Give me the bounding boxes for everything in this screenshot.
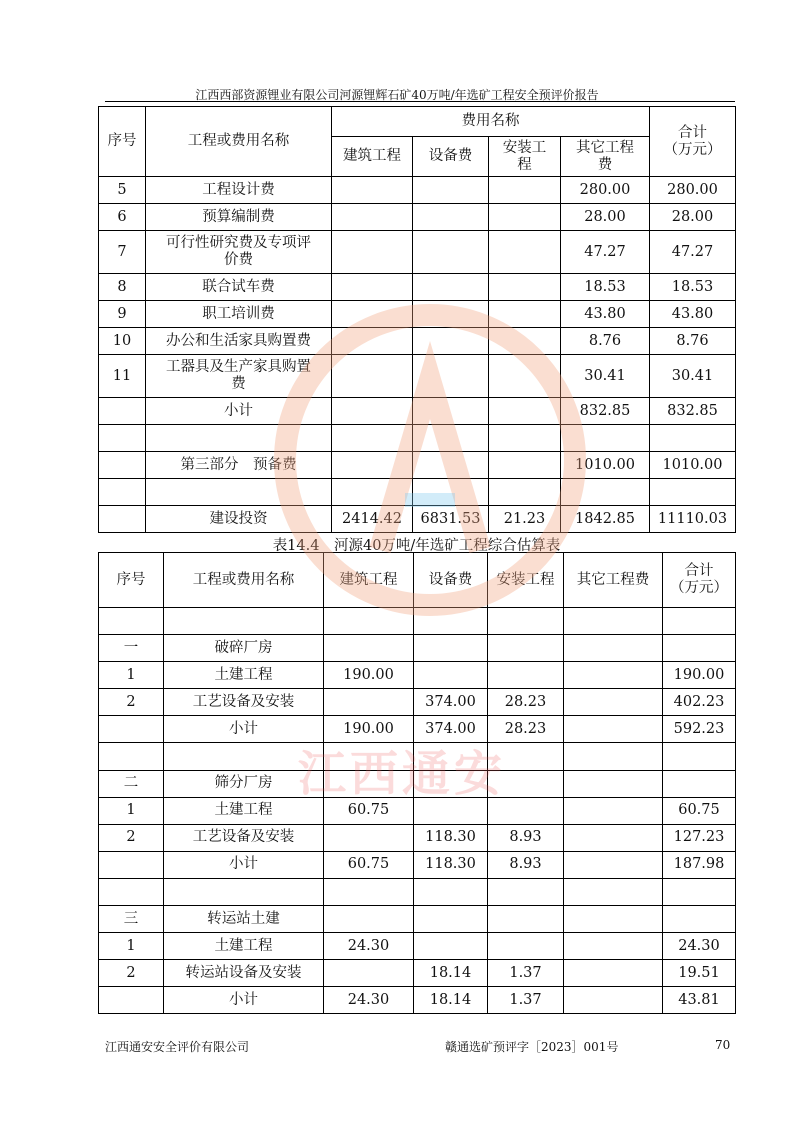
cell-name <box>146 479 332 506</box>
cell-other <box>564 987 663 1014</box>
cell-seq: 2 <box>99 689 164 716</box>
cell-seq: 8 <box>99 274 146 301</box>
cell-equip <box>414 797 488 824</box>
cell-seq <box>99 506 146 533</box>
table-row <box>99 716 736 743</box>
footer-page-number: 70 <box>715 1038 731 1052</box>
table-row <box>99 479 736 506</box>
cell-name: 破碎厂房 <box>164 635 324 662</box>
col-group-header: 费用名称 <box>332 107 650 137</box>
table-row <box>99 274 736 301</box>
cell-equip: 374.00 <box>414 689 488 716</box>
cell-other: 1010.00 <box>561 452 650 479</box>
watermark-text: 江西通安 <box>298 746 507 802</box>
cell-total: 190.00 <box>663 662 736 689</box>
cell-name <box>146 425 332 452</box>
cell-seq: 二 <box>99 770 164 797</box>
table-row <box>99 906 736 933</box>
cell-seq: 1 <box>99 662 164 689</box>
table-row <box>99 635 736 662</box>
cell-seq: 10 <box>99 328 146 355</box>
cell-total: 8.76 <box>650 328 736 355</box>
cell-install <box>489 452 561 479</box>
cell-build <box>332 177 413 204</box>
cell-install: 28.23 <box>488 716 564 743</box>
cell-seq <box>99 851 164 878</box>
table-row <box>99 355 736 398</box>
cell-seq: 1 <box>99 933 164 960</box>
cell-seq <box>99 716 164 743</box>
cell-build <box>324 608 414 635</box>
col-other-header: 其它工程费 <box>564 553 663 608</box>
cell-equip <box>413 328 489 355</box>
cell-other: 1842.85 <box>561 506 650 533</box>
table-row <box>99 231 736 274</box>
cell-total <box>650 425 736 452</box>
cell-build <box>332 328 413 355</box>
cell-build: 190.00 <box>324 716 414 743</box>
table-row <box>99 960 736 987</box>
cell-seq <box>99 743 164 770</box>
cell-build: 60.75 <box>324 851 414 878</box>
cell-build: 24.30 <box>324 987 414 1014</box>
col-equip-header: 设备费 <box>413 137 489 177</box>
col-equip-header: 设备费 <box>414 553 488 608</box>
cell-total <box>650 479 736 506</box>
cell-equip <box>414 662 488 689</box>
cell-build <box>324 743 414 770</box>
cell-other <box>564 851 663 878</box>
footer-company: 江西通安安全评价有限公司 <box>105 1040 250 1054</box>
cell-seq: 2 <box>99 960 164 987</box>
cell-other: 280.00 <box>561 177 650 204</box>
cell-name: 建设投资 <box>146 506 332 533</box>
cell-seq: 11 <box>99 355 146 398</box>
cell-other: 30.41 <box>561 355 650 398</box>
cell-other <box>564 635 663 662</box>
cell-other <box>564 878 663 905</box>
col-total-header: 合计 （万元） <box>663 553 736 608</box>
cell-install <box>489 328 561 355</box>
col-total-header: 合计 （万元） <box>650 107 736 177</box>
cost-table-continued <box>98 106 736 533</box>
cell-name: 职工培训费 <box>146 301 332 328</box>
cell-seq: 2 <box>99 824 164 851</box>
cell-build <box>324 824 414 851</box>
cell-other <box>564 797 663 824</box>
cell-equip <box>414 743 488 770</box>
cell-equip <box>414 878 488 905</box>
cell-build: 2414.42 <box>332 506 413 533</box>
cell-install <box>489 479 561 506</box>
table-row <box>99 824 736 851</box>
cell-name: 工器具及生产家具购置 费 <box>146 355 332 398</box>
cell-install <box>489 398 561 425</box>
cell-name: 第三部分 预备费 <box>146 452 332 479</box>
cell-build <box>332 452 413 479</box>
cell-equip <box>413 204 489 231</box>
col-name-header: 工程或费用名称 <box>164 553 324 608</box>
table-row <box>99 301 736 328</box>
cell-total: 43.81 <box>663 987 736 1014</box>
cell-total <box>663 608 736 635</box>
table-row <box>99 328 736 355</box>
cell-equip: 374.00 <box>414 716 488 743</box>
table-row <box>99 662 736 689</box>
cell-build <box>324 906 414 933</box>
table-row <box>99 177 736 204</box>
cell-total: 1010.00 <box>650 452 736 479</box>
cell-other <box>564 770 663 797</box>
cell-name: 工程设计费 <box>146 177 332 204</box>
cell-install: 1.37 <box>488 987 564 1014</box>
cell-seq <box>99 878 164 905</box>
cell-total: 24.30 <box>663 933 736 960</box>
cell-other <box>564 716 663 743</box>
cell-install <box>488 635 564 662</box>
cell-install <box>489 301 561 328</box>
table-row <box>99 878 736 905</box>
cell-seq <box>99 398 146 425</box>
cell-name <box>164 743 324 770</box>
cell-name: 土建工程 <box>164 797 324 824</box>
cell-install <box>488 797 564 824</box>
cell-total: 19.51 <box>663 960 736 987</box>
cell-other: 832.85 <box>561 398 650 425</box>
cell-name: 联合试车费 <box>146 274 332 301</box>
cell-build <box>324 878 414 905</box>
col-seq-header: 序号 <box>99 553 164 608</box>
col-seq-header: 序号 <box>99 107 146 177</box>
cell-name: 可行性研究费及专项评 价费 <box>146 231 332 274</box>
table-caption: 表14.4 河源40万吨/年选矿工程综合估算表 <box>272 538 561 554</box>
cell-build <box>332 398 413 425</box>
cell-seq: 7 <box>99 231 146 274</box>
cell-install <box>489 425 561 452</box>
cell-equip <box>413 177 489 204</box>
cell-other <box>564 662 663 689</box>
summary-estimate-table <box>98 552 736 1014</box>
cell-seq <box>99 479 146 506</box>
cell-other: 47.27 <box>561 231 650 274</box>
col-name-header: 工程或费用名称 <box>146 107 332 177</box>
table-row <box>99 987 736 1014</box>
cell-build <box>332 425 413 452</box>
cell-total: 127.23 <box>663 824 736 851</box>
cell-build <box>332 231 413 274</box>
cell-equip <box>414 635 488 662</box>
cell-other <box>561 479 650 506</box>
cell-total <box>663 743 736 770</box>
cell-name <box>164 608 324 635</box>
cell-name: 转运站设备及安装 <box>164 960 324 987</box>
cell-equip <box>413 231 489 274</box>
cell-build <box>324 635 414 662</box>
cell-other <box>564 743 663 770</box>
cell-equip <box>413 301 489 328</box>
cell-equip <box>413 355 489 398</box>
cell-other <box>564 960 663 987</box>
footer-doc-no: 赣通选矿预评字［2023］001号 <box>445 1040 619 1054</box>
header-rule <box>105 101 735 102</box>
cell-seq: 1 <box>99 797 164 824</box>
col-install-header: 安装工程 <box>488 553 564 608</box>
cell-equip <box>413 274 489 301</box>
table-row <box>99 933 736 960</box>
cell-equip: 6831.53 <box>413 506 489 533</box>
cell-total: 592.23 <box>663 716 736 743</box>
cell-build <box>332 204 413 231</box>
cell-total: 11110.03 <box>650 506 736 533</box>
table-row <box>99 425 736 452</box>
cell-total: 43.80 <box>650 301 736 328</box>
cell-total: 832.85 <box>650 398 736 425</box>
cell-install <box>489 204 561 231</box>
cell-total: 18.53 <box>650 274 736 301</box>
table-row <box>99 452 736 479</box>
table-row <box>99 506 736 533</box>
cell-equip: 18.14 <box>414 960 488 987</box>
cell-name: 办公和生活家具购置费 <box>146 328 332 355</box>
cell-total: 280.00 <box>650 177 736 204</box>
table-row <box>99 851 736 878</box>
cell-name: 工艺设备及安装 <box>164 689 324 716</box>
cell-build: 60.75 <box>324 797 414 824</box>
cell-seq <box>99 425 146 452</box>
cell-total <box>663 906 736 933</box>
cell-name <box>164 878 324 905</box>
cell-name: 预算编制费 <box>146 204 332 231</box>
cell-other: 8.76 <box>561 328 650 355</box>
cell-install <box>489 355 561 398</box>
cell-build <box>332 355 413 398</box>
cell-name: 土建工程 <box>164 933 324 960</box>
cell-install <box>489 274 561 301</box>
table-row <box>99 398 736 425</box>
cell-build <box>332 301 413 328</box>
cell-seq <box>99 452 146 479</box>
cell-other <box>561 425 650 452</box>
cell-build: 24.30 <box>324 933 414 960</box>
cell-total <box>663 770 736 797</box>
cell-install: 8.93 <box>488 824 564 851</box>
cell-equip <box>414 770 488 797</box>
cell-total: 187.98 <box>663 851 736 878</box>
cell-name: 土建工程 <box>164 662 324 689</box>
cell-other: 28.00 <box>561 204 650 231</box>
cell-name: 小计 <box>164 987 324 1014</box>
cell-equip <box>413 425 489 452</box>
cell-seq: 一 <box>99 635 164 662</box>
cell-install <box>488 743 564 770</box>
cell-install <box>488 906 564 933</box>
cell-equip: 18.14 <box>414 987 488 1014</box>
cell-equip <box>413 398 489 425</box>
cell-name: 小计 <box>146 398 332 425</box>
cell-total: 60.75 <box>663 797 736 824</box>
cell-name: 工艺设备及安装 <box>164 824 324 851</box>
cell-install <box>488 933 564 960</box>
cell-install <box>489 231 561 274</box>
cell-seq <box>99 608 164 635</box>
table-row <box>99 608 736 635</box>
cell-other <box>564 689 663 716</box>
table-row <box>99 770 736 797</box>
cell-seq <box>99 987 164 1014</box>
cell-build <box>332 479 413 506</box>
cell-total: 47.27 <box>650 231 736 274</box>
cell-equip: 118.30 <box>414 851 488 878</box>
cell-total: 30.41 <box>650 355 736 398</box>
cell-other <box>564 824 663 851</box>
cell-equip: 118.30 <box>414 824 488 851</box>
cell-total <box>663 635 736 662</box>
col-build-header: 建筑工程 <box>324 553 414 608</box>
cell-total <box>663 878 736 905</box>
cell-seq: 9 <box>99 301 146 328</box>
cell-other <box>564 906 663 933</box>
cell-name: 转运站土建 <box>164 906 324 933</box>
table-row <box>99 743 736 770</box>
cell-total: 28.00 <box>650 204 736 231</box>
col-other-header: 其它工程 费 <box>561 137 650 177</box>
table-row <box>99 797 736 824</box>
cell-other: 43.80 <box>561 301 650 328</box>
cell-seq: 6 <box>99 204 146 231</box>
cell-equip <box>414 933 488 960</box>
cell-equip <box>413 452 489 479</box>
cell-name: 筛分厂房 <box>164 770 324 797</box>
cell-install <box>489 177 561 204</box>
cell-seq: 5 <box>99 177 146 204</box>
cell-other <box>564 608 663 635</box>
cell-install: 1.37 <box>488 960 564 987</box>
cell-build <box>324 960 414 987</box>
col-build-header: 建筑工程 <box>332 137 413 177</box>
cell-equip <box>414 906 488 933</box>
cell-build <box>324 689 414 716</box>
cell-total: 402.23 <box>663 689 736 716</box>
cell-install <box>488 662 564 689</box>
cell-install: 28.23 <box>488 689 564 716</box>
cell-build: 190.00 <box>324 662 414 689</box>
page-header: 江西西部资源锂业有限公司河源锂辉石矿40万吨/年选矿工程安全预评价报告 <box>195 88 599 102</box>
cell-name: 小计 <box>164 716 324 743</box>
cell-install: 8.93 <box>488 851 564 878</box>
cell-name: 小计 <box>164 851 324 878</box>
cell-other: 18.53 <box>561 274 650 301</box>
table-row <box>99 204 736 231</box>
col-install-header: 安装工 程 <box>489 137 561 177</box>
cell-install: 21.23 <box>489 506 561 533</box>
cell-equip <box>414 608 488 635</box>
cell-equip <box>413 479 489 506</box>
cell-install <box>488 608 564 635</box>
cell-other <box>564 933 663 960</box>
cell-build <box>324 770 414 797</box>
cell-build <box>332 274 413 301</box>
table-row <box>99 689 736 716</box>
cell-install <box>488 878 564 905</box>
cell-seq: 三 <box>99 906 164 933</box>
cell-install <box>488 770 564 797</box>
